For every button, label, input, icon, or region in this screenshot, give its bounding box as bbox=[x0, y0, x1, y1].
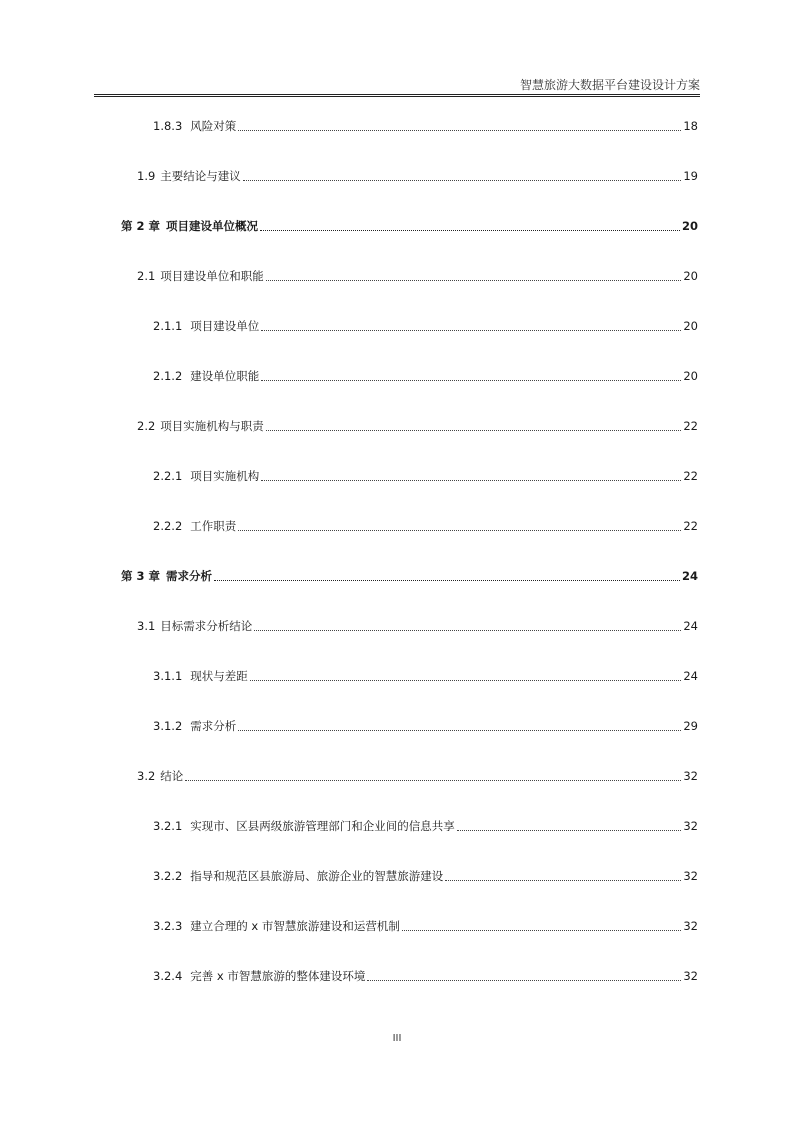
toc-entry-page: 20 bbox=[683, 319, 698, 333]
toc-dot-leader bbox=[266, 268, 682, 281]
toc-entry-number: 3.2.3 bbox=[153, 919, 183, 933]
toc-entry-number: 第 3 章 bbox=[121, 569, 161, 583]
toc-dot-leader bbox=[266, 418, 682, 431]
toc-entry[interactable] bbox=[137, 267, 698, 284]
toc-entry[interactable] bbox=[153, 517, 698, 534]
toc-entry[interactable] bbox=[153, 667, 698, 684]
toc-dot-leader bbox=[445, 868, 681, 881]
toc-entry-title: 建立合理的 x 市智慧旅游建设和运营机制 bbox=[190, 919, 400, 933]
toc-entry-page: 20 bbox=[683, 369, 698, 383]
toc-entry[interactable] bbox=[153, 117, 698, 134]
toc-entry-title: 结论 bbox=[160, 769, 184, 783]
toc-dot-leader bbox=[260, 218, 680, 231]
toc-entry[interactable] bbox=[153, 367, 698, 384]
toc-entry-page: 22 bbox=[683, 469, 698, 483]
toc-dot-leader bbox=[238, 118, 681, 131]
toc-entry[interactable] bbox=[137, 767, 698, 784]
toc-chapter-entry[interactable] bbox=[121, 567, 698, 584]
toc-entry[interactable] bbox=[153, 967, 698, 984]
toc-dot-leader bbox=[238, 718, 681, 731]
header-title: 智慧旅游大数据平台建设设计方案 bbox=[519, 78, 700, 92]
toc-entry[interactable] bbox=[153, 867, 698, 884]
toc-entry-page: 20 bbox=[683, 269, 698, 283]
toc-entry-number: 3.1.2 bbox=[153, 719, 183, 733]
toc-entry-title: 实现市、区县两级旅游管理部门和企业间的信息共享 bbox=[190, 819, 455, 833]
toc-entry-title: 项目实施机构 bbox=[190, 469, 260, 483]
toc-entry-number: 3.1.1 bbox=[153, 669, 183, 683]
toc-entry-page: 32 bbox=[683, 919, 698, 933]
toc-entry-number: 2.1.1 bbox=[153, 319, 183, 333]
toc-entry-page: 22 bbox=[683, 419, 698, 433]
toc-entry-title: 项目实施机构与职责 bbox=[160, 419, 264, 433]
toc-entry-number: 2.2.2 bbox=[153, 519, 183, 533]
toc-dot-leader bbox=[261, 368, 681, 381]
toc-entry-title: 完善 x 市智慧旅游的整体建设环境 bbox=[190, 969, 366, 983]
toc-entry-page: 32 bbox=[683, 769, 698, 783]
toc-entry-title: 指导和规范区县旅游局、旅游企业的智慧旅游建设 bbox=[190, 869, 444, 883]
toc-dot-leader bbox=[261, 468, 681, 481]
toc-entry-number: 3.2.1 bbox=[153, 819, 183, 833]
toc-entry-title: 建设单位职能 bbox=[190, 369, 260, 383]
toc-entry-title: 目标需求分析结论 bbox=[160, 619, 253, 633]
toc-entry-title: 项目建设单位概况 bbox=[166, 219, 259, 233]
toc-entry[interactable] bbox=[153, 817, 698, 834]
toc-entry-title: 项目建设单位和职能 bbox=[160, 269, 264, 283]
toc-entry-title: 主要结论与建议 bbox=[160, 169, 241, 183]
toc-entry-page: 32 bbox=[683, 969, 698, 983]
toc-entry-number: 3.1 bbox=[137, 619, 156, 633]
toc-entry-title: 需求分析 bbox=[166, 569, 213, 583]
toc-entry-page: 19 bbox=[683, 169, 698, 183]
toc-entry-number: 1.8.3 bbox=[153, 119, 183, 133]
toc-entry[interactable] bbox=[153, 917, 698, 934]
toc-entry-number: 3.2.4 bbox=[153, 969, 183, 983]
toc-entry-number: 第 2 章 bbox=[121, 219, 161, 233]
toc-dot-leader bbox=[238, 518, 681, 531]
toc-entry-page: 24 bbox=[683, 619, 698, 633]
toc-entry[interactable] bbox=[137, 617, 698, 634]
toc-entry-number: 2.1.2 bbox=[153, 369, 183, 383]
toc-entry-page: 22 bbox=[683, 519, 698, 533]
toc-entry-number: 2.2 bbox=[137, 419, 156, 433]
toc-entry[interactable] bbox=[153, 467, 698, 484]
toc-entry-title: 项目建设单位 bbox=[190, 319, 260, 333]
toc-dot-leader bbox=[402, 918, 681, 931]
toc-entry-page: 24 bbox=[683, 669, 698, 683]
toc-entry-title: 现状与差距 bbox=[190, 669, 248, 683]
toc-entry-page: 20 bbox=[681, 219, 698, 233]
toc-dot-leader bbox=[254, 618, 681, 631]
toc-entry-title: 风险对策 bbox=[190, 119, 237, 133]
toc-entry-page: 18 bbox=[683, 119, 698, 133]
toc-entry-page: 32 bbox=[683, 819, 698, 833]
toc-entry-number: 3.2 bbox=[137, 769, 156, 783]
toc-entry-number: 2.2.1 bbox=[153, 469, 183, 483]
toc-entry[interactable] bbox=[137, 417, 698, 434]
toc-entry-page: 32 bbox=[683, 869, 698, 883]
toc-dot-leader bbox=[214, 568, 680, 581]
toc-entry-page: 29 bbox=[683, 719, 698, 733]
toc-dot-leader bbox=[243, 168, 682, 181]
toc-dot-leader bbox=[250, 668, 682, 681]
toc-entry-number: 3.2.2 bbox=[153, 869, 183, 883]
toc-entry-title: 工作职责 bbox=[190, 519, 237, 533]
toc-entry-title: 需求分析 bbox=[190, 719, 237, 733]
toc-entry-number: 1.9 bbox=[137, 169, 156, 183]
toc-entry-page: 24 bbox=[681, 569, 698, 583]
toc-dot-leader bbox=[367, 968, 681, 981]
header-rule-secondary bbox=[94, 96, 700, 97]
toc-entry[interactable] bbox=[137, 167, 698, 184]
toc-entry-number: 2.1 bbox=[137, 269, 156, 283]
toc-dot-leader bbox=[457, 818, 682, 831]
header-rule bbox=[94, 94, 700, 95]
toc-entry[interactable] bbox=[153, 717, 698, 734]
toc-dot-leader bbox=[185, 768, 681, 781]
toc-dot-leader bbox=[261, 318, 681, 331]
toc-entry[interactable] bbox=[153, 317, 698, 334]
toc-chapter-entry[interactable] bbox=[121, 217, 698, 234]
page-number: III bbox=[392, 1033, 402, 1044]
